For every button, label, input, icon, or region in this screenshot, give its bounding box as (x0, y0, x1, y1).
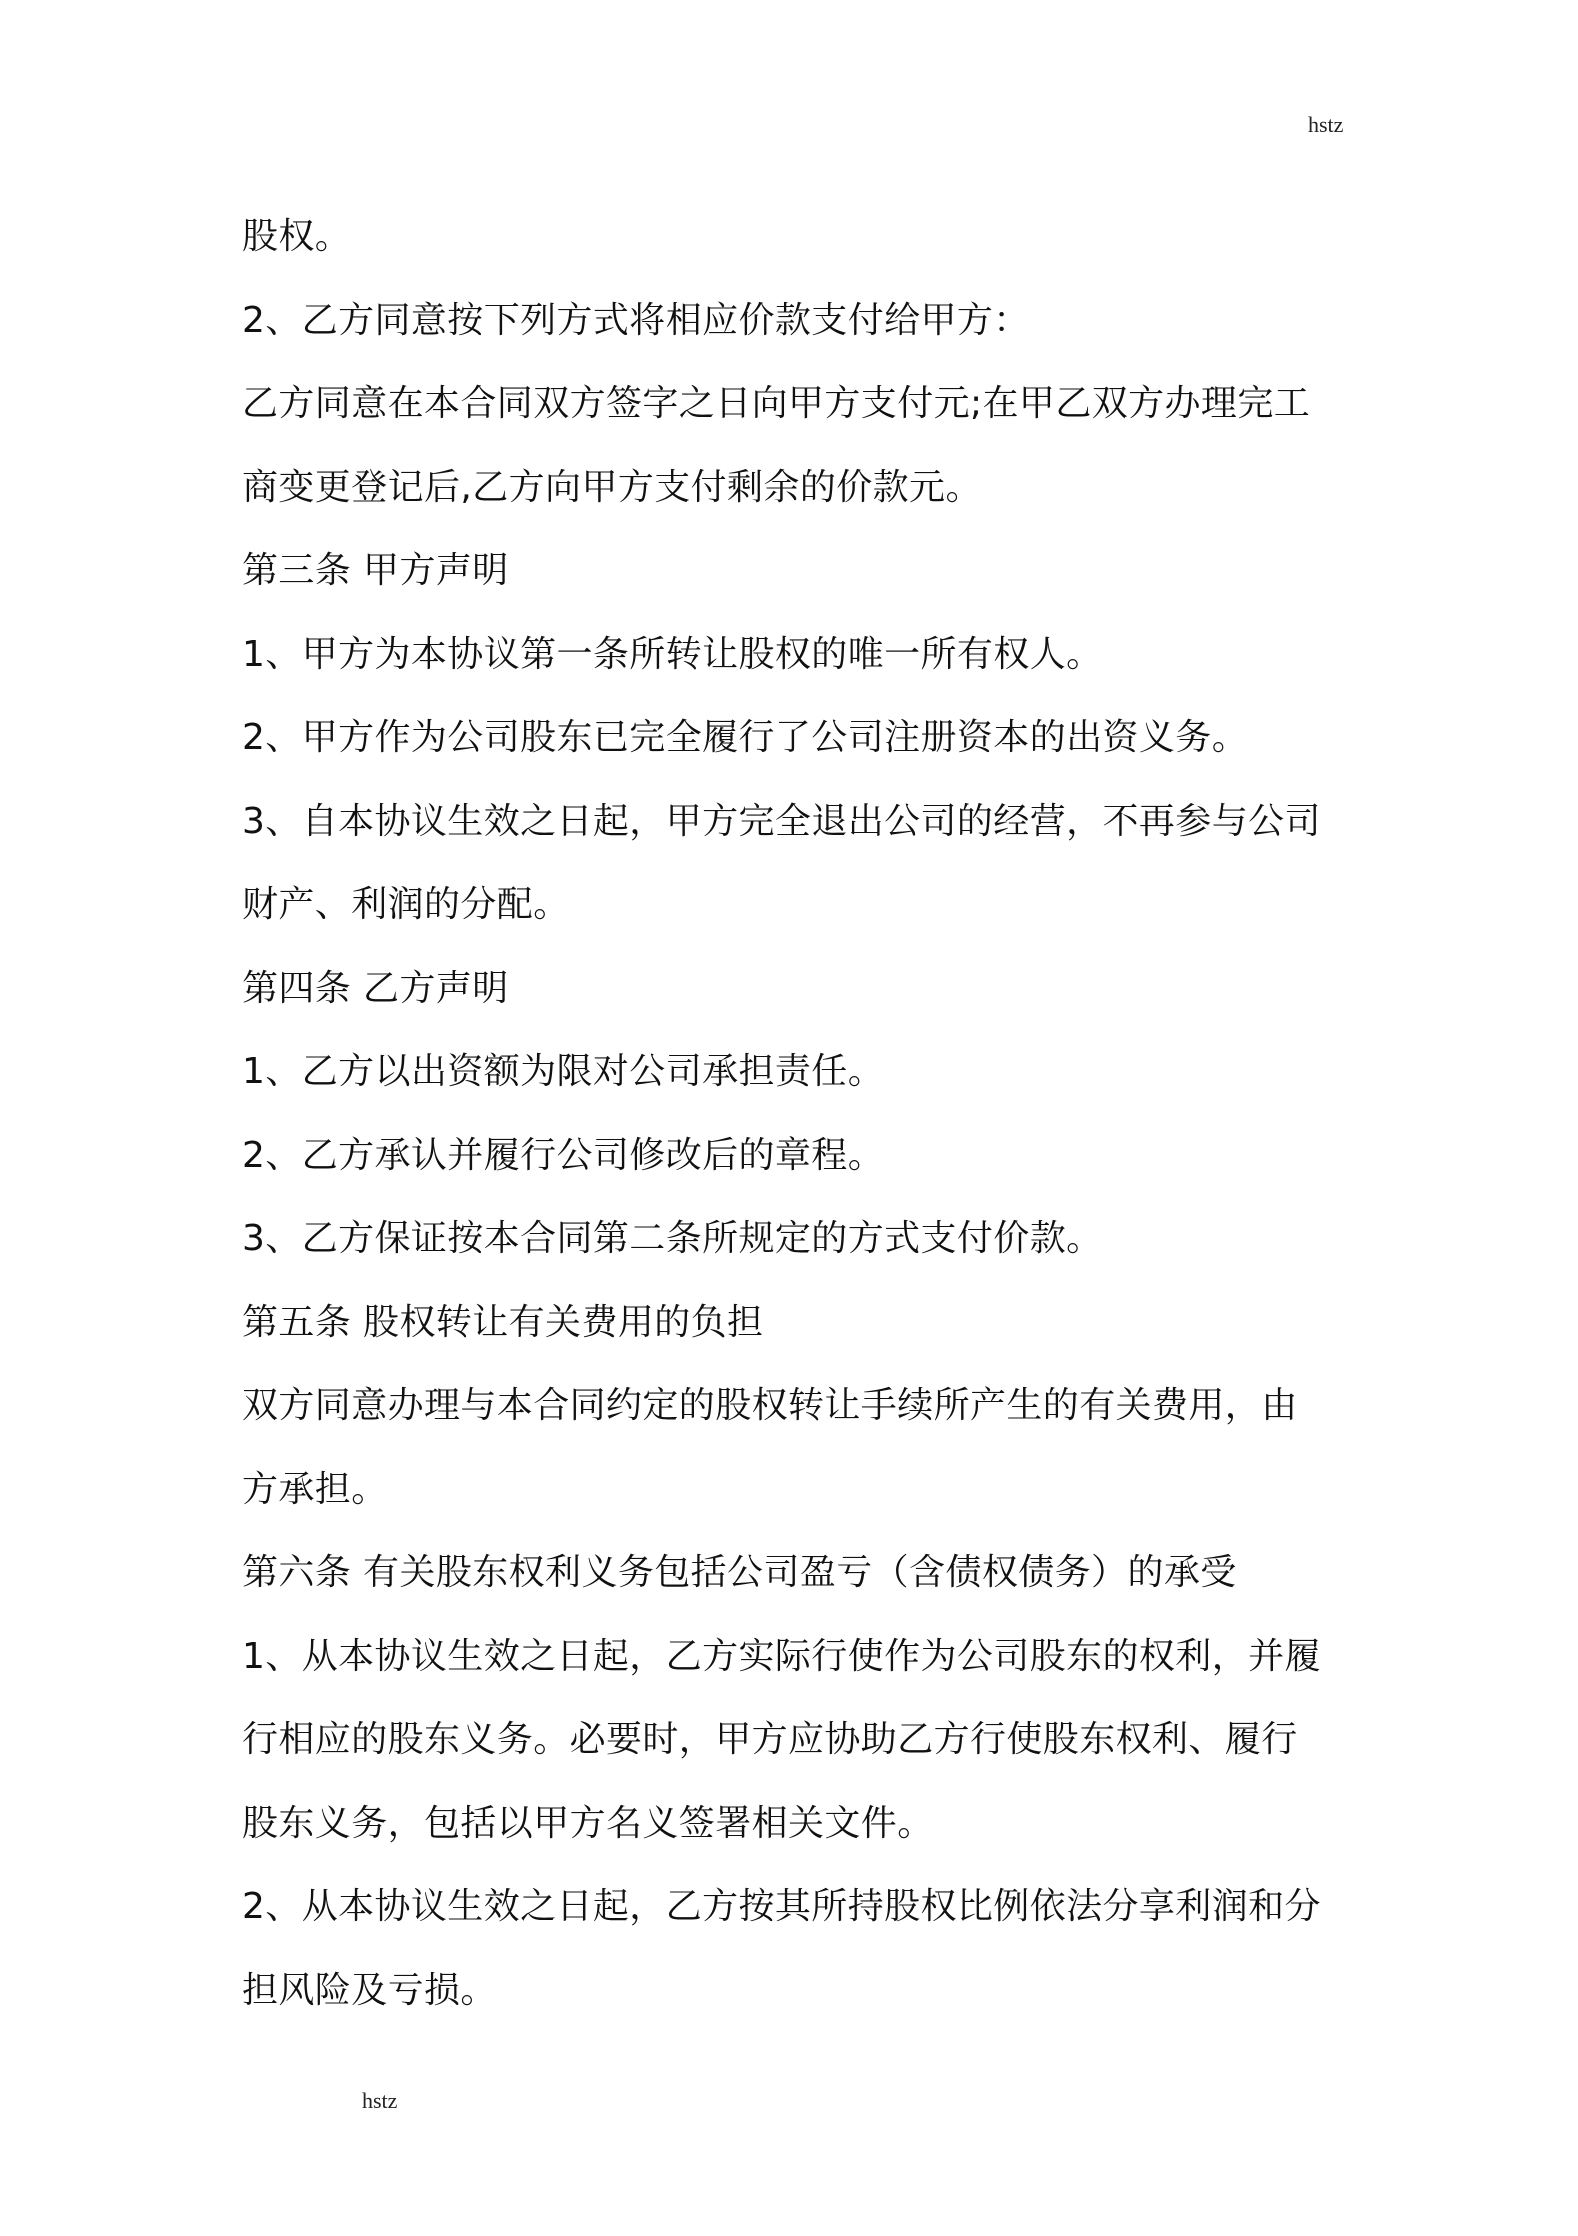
text-line: 行相应的股东义务。必要时，甲方应协助乙方行使股东权利、履行 (242, 1719, 1298, 1760)
document-body (242, 195, 1362, 2032)
text-line: 方承担。 (242, 1468, 388, 1510)
text-line: 乙方同意在本合同双方签字之日向甲方支付元;在甲乙双方办理完工 (242, 383, 1311, 424)
text-line: 担风险及亏损。 (242, 1969, 497, 2011)
text-line: 2、乙方承认并履行公司修改后的章程。 (242, 1134, 885, 1176)
footer-watermark: hstz (362, 2088, 398, 2113)
text-line: 2、乙方同意按下列方式将相应价款支付给甲方： (242, 299, 1030, 341)
text-line: 双方同意办理与本合同约定的股权转让手续所产生的有关费用，由 (242, 1385, 1298, 1426)
text-line: 股东义务，包括以甲方名义签署相关文件。 (242, 1802, 934, 1844)
header-watermark: hstz (1308, 112, 1344, 137)
section-heading: 第三条 甲方声明 (242, 550, 509, 591)
text-line: 3、乙方保证按本合同第二条所规定的方式支付价款。 (242, 1218, 1103, 1259)
section-heading: 第四条 乙方声明 (242, 967, 509, 1009)
text-line: 1、乙方以出资额为限对公司承担责任。 (242, 1051, 885, 1092)
section-heading: 第六条 有关股东权利义务包括公司盈亏（含债权债务）的承受 (242, 1552, 1237, 1593)
text-line: 3、自本协议生效之日起，甲方完全退出公司的经营，不再参与公司 (242, 800, 1321, 842)
text-line: 股权。 (242, 216, 352, 257)
text-line: 1、甲方为本协议第一条所转让股权的唯一所有权人。 (242, 633, 1103, 675)
text-line: 商变更登记后,乙方向甲方支付剩余的价款元。 (242, 466, 982, 508)
text-line: 财产、利润的分配。 (242, 884, 570, 925)
text-line: 1、从本协议生效之日起，乙方实际行使作为公司股东的权利，并履 (242, 1635, 1321, 1677)
section-heading: 第五条 股权转让有关费用的负担 (242, 1301, 764, 1343)
text-line: 2、从本协议生效之日起，乙方按其所持股权比例依法分享利润和分 (242, 1886, 1321, 1927)
text-line: 2、甲方作为公司股东已完全履行了公司注册资本的出资义务。 (242, 717, 1249, 758)
